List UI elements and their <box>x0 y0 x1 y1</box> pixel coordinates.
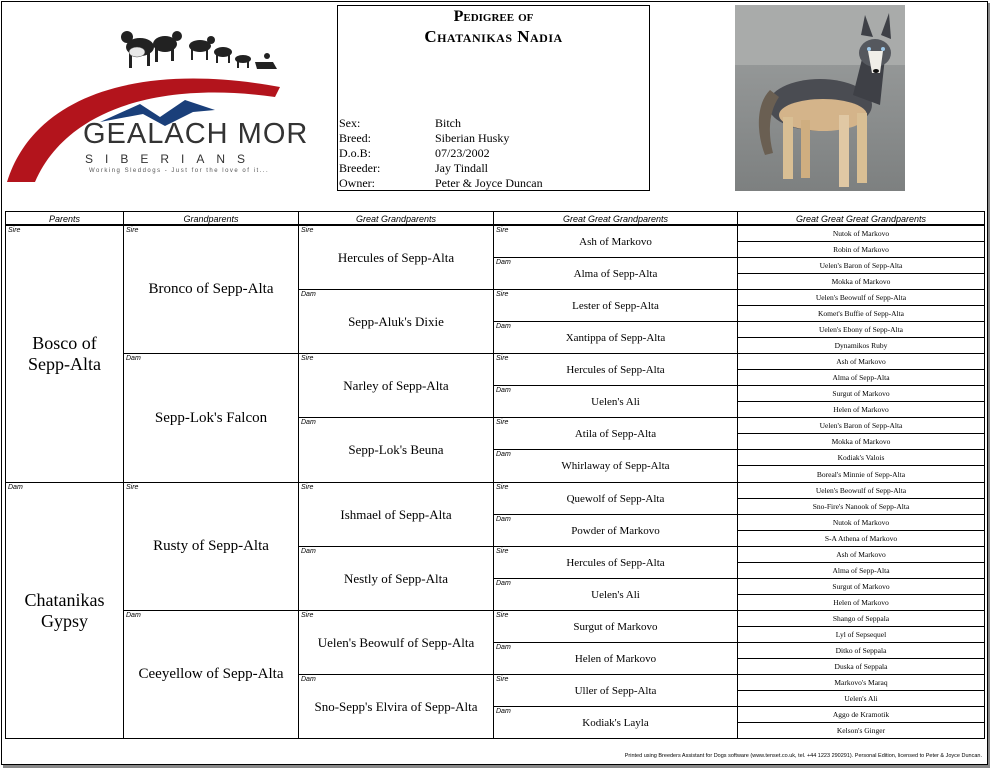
dam-tag: Dam <box>496 580 511 587</box>
dog-name: Bronco of Sepp-Alta <box>148 281 274 297</box>
info-label: Owner: <box>339 176 375 190</box>
pedigree-cell-gen4 <box>493 385 738 418</box>
husky-photo-icon <box>735 5 905 191</box>
column-header: Great Great Grandparents <box>493 211 738 225</box>
pedigree-cell-gen4 <box>493 257 738 290</box>
dam-tag: Dam <box>8 484 23 491</box>
pedigree-cell-gen5 <box>737 337 985 354</box>
dam-tag: Dam <box>496 644 511 651</box>
pedigree-cell-gen4 <box>493 449 738 483</box>
dog-name: Hercules of Sepp-Alta <box>566 556 665 569</box>
info-value: 07/23/2002 <box>435 146 490 160</box>
dog-name: Uelen's Ali <box>591 395 640 408</box>
dog-name: Lester of Sepp-Alta <box>572 299 659 312</box>
dog-name: Helen of Markovo <box>574 652 657 665</box>
logo-tagline: Working Sleddogs - Just for the love of it... <box>89 168 270 174</box>
dog-name: Bosco of Sepp-Alta <box>28 333 101 374</box>
sire-tag: Sire <box>301 612 314 619</box>
pedigree-cell-gen2 <box>123 610 299 739</box>
dog-name: Markovo's Maraq <box>834 678 888 687</box>
info-row <box>339 176 649 191</box>
dog-name: Shango of Seppala <box>832 614 890 623</box>
dog-name: Aggo de Kramotik <box>832 710 890 719</box>
pedigree-cell-gen2 <box>123 353 299 483</box>
dog-name: Sepp-Lok's Beuna <box>348 442 444 457</box>
dog-name: Sno-Sepp's Elvira of Sepp-Alta <box>314 698 478 714</box>
pedigree-cell-gen5 <box>737 225 985 242</box>
dog-name: Powder of Markovo <box>571 524 660 537</box>
dog-name: Uelen's Ali <box>591 588 640 601</box>
pedigree-cell-gen5 <box>737 514 985 531</box>
dog-name: Dynamikos Ruby <box>834 341 888 350</box>
dog-name: Sepp-Aluk's Dixie <box>348 313 444 329</box>
dog-name: Helen of Markovo <box>833 598 889 607</box>
dog-name: Helen of Markovo <box>833 405 889 414</box>
dog-name: Alma of Sepp-Alta <box>832 566 890 575</box>
pedigree-cell-gen5 <box>737 257 985 274</box>
pedigree-table <box>5 211 984 739</box>
pedigree-title-line2: Chatanikas Nadia <box>424 27 563 46</box>
dog-name: Narley of Sepp-Alta <box>343 377 449 393</box>
dog-name: Quewolf of Sepp-Alta <box>566 492 665 505</box>
column-header: Parents <box>5 211 124 225</box>
pedigree-cell-gen5 <box>737 626 985 643</box>
info-label: Breed: <box>339 131 371 145</box>
dam-tag: Dam <box>496 451 511 458</box>
sire-tag: Sire <box>496 484 509 491</box>
pedigree-cell-gen5 <box>737 594 985 611</box>
pedigree-cell-gen5 <box>737 690 985 707</box>
sire-tag: Sire <box>8 227 21 234</box>
pedigree-cell-gen5 <box>737 273 985 290</box>
sire-tag: Sire <box>301 484 314 491</box>
pedigree-cell-gen3 <box>298 289 494 354</box>
dog-name: Ash of Markovo <box>836 550 886 559</box>
pedigree-cell-gen3 <box>298 610 494 675</box>
column-header: Great Great Great Grandparents <box>737 211 985 225</box>
dam-tag: Dam <box>301 548 316 555</box>
pedigree-cell-gen3 <box>298 225 494 290</box>
dog-name: Uelen's Beowulf of Sepp-Alta <box>815 293 907 302</box>
pedigree-cell-gen2 <box>123 225 299 354</box>
dog-name: Rusty of Sepp-Alta <box>153 538 269 554</box>
sire-tag: Sire <box>496 227 509 234</box>
dog-name: Surgut of Markovo <box>832 582 890 591</box>
dog-name: Kodiak's Valois <box>837 453 885 462</box>
dam-tag: Dam <box>496 323 511 330</box>
sire-tag: Sire <box>126 484 139 491</box>
pedigree-cell-gen5 <box>737 289 985 306</box>
sire-tag: Sire <box>496 612 509 619</box>
pedigree-cell-gen5 <box>737 610 985 627</box>
pedigree-cell-gen5 <box>737 417 985 434</box>
dog-name: Ceeyellow of Sepp-Alta <box>138 666 284 682</box>
pedigree-cell-gen3 <box>298 417 494 483</box>
dog-name: Boreal's Minnie of Sepp-Alta <box>816 469 906 479</box>
sire-tag: Sire <box>126 227 139 234</box>
info-row <box>339 146 649 161</box>
dog-name: Kelson's Ginger <box>836 726 886 735</box>
pedigree-cell-gen4 <box>493 514 738 547</box>
dog-name: Sepp-Lok's Falcon <box>154 409 268 426</box>
dog-name: Atila of Sepp-Alta <box>574 427 657 440</box>
dog-name: Kodiak's Layla <box>582 716 649 729</box>
column-header: Grandparents <box>123 211 299 225</box>
dog-name: Robin of Markovo <box>833 245 889 254</box>
pedigree-cell-gen4 <box>493 482 738 515</box>
pedigree-cell-gen4 <box>493 225 738 258</box>
dog-name: Alma of Sepp-Alta <box>832 373 890 382</box>
pedigree-cell-gen4 <box>493 610 738 643</box>
sire-tag: Sire <box>301 227 314 234</box>
dog-name: Uelen's Beowulf of Sepp-Alta <box>317 634 475 650</box>
dog-name: Duska of Seppala <box>834 662 888 671</box>
dog-name: Uelen's Baron of Sepp-Alta <box>819 261 903 270</box>
pedigree-cell-gen4 <box>493 417 738 450</box>
column-header: Great Grandparents <box>298 211 494 225</box>
dog-name: Nutok of Markovo <box>832 518 890 527</box>
dog-name: Uelen's Beowulf of Sepp-Alta <box>815 486 907 495</box>
dog-name: Mokka of Markovo <box>831 437 891 446</box>
sire-tag: Sire <box>496 355 509 362</box>
pedigree-cell-gen5 <box>737 385 985 402</box>
sire-tag: Sire <box>496 419 509 426</box>
sire-tag: Sire <box>496 676 509 683</box>
dog-name: S-A Athena of Markovo <box>824 534 898 543</box>
dam-tag: Dam <box>496 387 511 394</box>
dog-name: Ditko of Seppala <box>835 646 887 655</box>
dog-name: Hercules of Sepp-Alta <box>566 363 665 376</box>
pedigree-cell-gen3 <box>298 353 494 418</box>
dog-name: Alma of Sepp-Alta <box>573 267 658 280</box>
dog-name: Nutok of Markovo <box>832 229 890 238</box>
dog-name: Chatanikas Gypsy <box>24 589 105 631</box>
info-row <box>339 116 649 131</box>
dog-name: Surgut of Markovo <box>832 389 890 398</box>
dog-name: Lyl of Sepsequel <box>835 630 887 639</box>
dog-name: Komet's Buffie of Sepp-Alta <box>818 309 904 318</box>
dog-name: Ash of Markovo <box>836 357 886 366</box>
pedigree-cell-gen5 <box>737 369 985 386</box>
info-value: Bitch <box>435 116 461 130</box>
sire-tag: Sire <box>301 355 314 362</box>
pedigree-cell-gen4 <box>493 321 738 354</box>
pedigree-cell-gen4 <box>493 353 738 386</box>
pedigree-cell-gen4 <box>493 578 738 611</box>
pedigree-cell-gen4 <box>493 289 738 322</box>
pedigree-cell-gen5 <box>737 562 985 579</box>
dog-name: Ishmael of Sepp-Alta <box>340 506 452 522</box>
dam-tag: Dam <box>126 355 141 362</box>
pedigree-cell-gen5 <box>737 449 985 466</box>
print-footer: Printed using Breeders Assistant for Dogs software (www.tenset.co.uk, tel. +44 1223 290291). Personal Edition, licensed to Peter & Joyce Duncan. <box>624 753 982 759</box>
dam-tag: Dam <box>301 419 316 426</box>
dog-name: Sno-Fire's Nanook of Sepp-Alta <box>812 502 910 511</box>
pedigree-title-line1: Pedigree of <box>453 8 534 25</box>
pedigree-cell-gen4 <box>493 706 738 739</box>
pedigree-cell-gen5 <box>737 674 985 691</box>
dam-tag: Dam <box>301 676 316 683</box>
dog-name: Hercules of Sepp-Alta <box>337 249 455 265</box>
logo-subtitle: SIBERIANS <box>85 152 258 166</box>
pedigree-cell-gen5 <box>737 546 985 563</box>
pedigree-cell-gen1 <box>5 225 124 483</box>
dog-photo <box>735 5 905 191</box>
pedigree-cell-gen5 <box>737 722 985 739</box>
dog-name: Uelen's Baron of Sepp-Alta <box>819 421 903 430</box>
info-value: Peter & Joyce Duncan <box>435 176 543 190</box>
dog-name: Whirlaway of Sepp-Alta <box>561 460 670 472</box>
pedigree-cell-gen5 <box>737 321 985 338</box>
dog-info-box <box>337 5 650 191</box>
pedigree-cell-gen4 <box>493 674 738 707</box>
pedigree-cell-gen3 <box>298 674 494 739</box>
logo-wordmark: GEALACH MOR <box>83 118 309 150</box>
dog-name: Nestly of Sepp-Alta <box>344 570 448 586</box>
pedigree-cell-gen5 <box>737 498 985 515</box>
pedigree-cell-gen3 <box>298 546 494 611</box>
info-row <box>339 161 649 176</box>
pedigree-cell-gen5 <box>737 530 985 547</box>
dam-tag: Dam <box>496 708 511 715</box>
pedigree-cell-gen5 <box>737 578 985 595</box>
dog-name: Uelen's Ali <box>844 694 878 703</box>
pedigree-cell-gen5 <box>737 433 985 450</box>
pedigree-cell-gen3 <box>298 482 494 547</box>
pedigree-cell-gen5 <box>737 241 985 258</box>
kennel-logo <box>5 22 315 182</box>
pedigree-cell-gen5 <box>737 305 985 322</box>
pedigree-cell-gen5 <box>737 706 985 723</box>
pedigree-cell-gen4 <box>493 642 738 675</box>
dam-tag: Dam <box>496 259 511 266</box>
pedigree-cell-gen5 <box>737 482 985 499</box>
pedigree-cell-gen4 <box>493 546 738 579</box>
info-label: Breeder: <box>339 161 381 175</box>
pedigree-cell-gen2 <box>123 482 299 611</box>
info-label: Sex: <box>339 116 361 130</box>
pedigree-cell-gen5 <box>737 401 985 418</box>
dog-name: Uelen's Ebony of Sepp-Alta <box>818 325 904 334</box>
dog-name: Uller of Sepp-Alta <box>574 684 657 697</box>
info-row <box>339 131 649 146</box>
info-label: D.o.B: <box>339 146 372 160</box>
dam-tag: Dam <box>496 516 511 523</box>
pedigree-cell-gen1 <box>5 482 124 739</box>
pedigree-cell-gen5 <box>737 658 985 675</box>
pedigree-cell-gen5 <box>737 353 985 370</box>
pedigree-cell-gen5 <box>737 642 985 659</box>
dog-name: Surgut of Markovo <box>573 620 658 633</box>
sire-tag: Sire <box>496 548 509 555</box>
dog-name: Ash of Markovo <box>579 235 652 248</box>
sire-tag: Sire <box>496 291 509 298</box>
info-value: Jay Tindall <box>435 161 489 175</box>
pedigree-cell-gen5 <box>737 465 985 483</box>
dog-name: Xantippa of Sepp-Alta <box>565 331 666 344</box>
dog-name: Mokka of Markovo <box>831 277 891 286</box>
info-value: Siberian Husky <box>435 131 510 145</box>
dam-tag: Dam <box>301 291 316 298</box>
dam-tag: Dam <box>126 612 141 619</box>
